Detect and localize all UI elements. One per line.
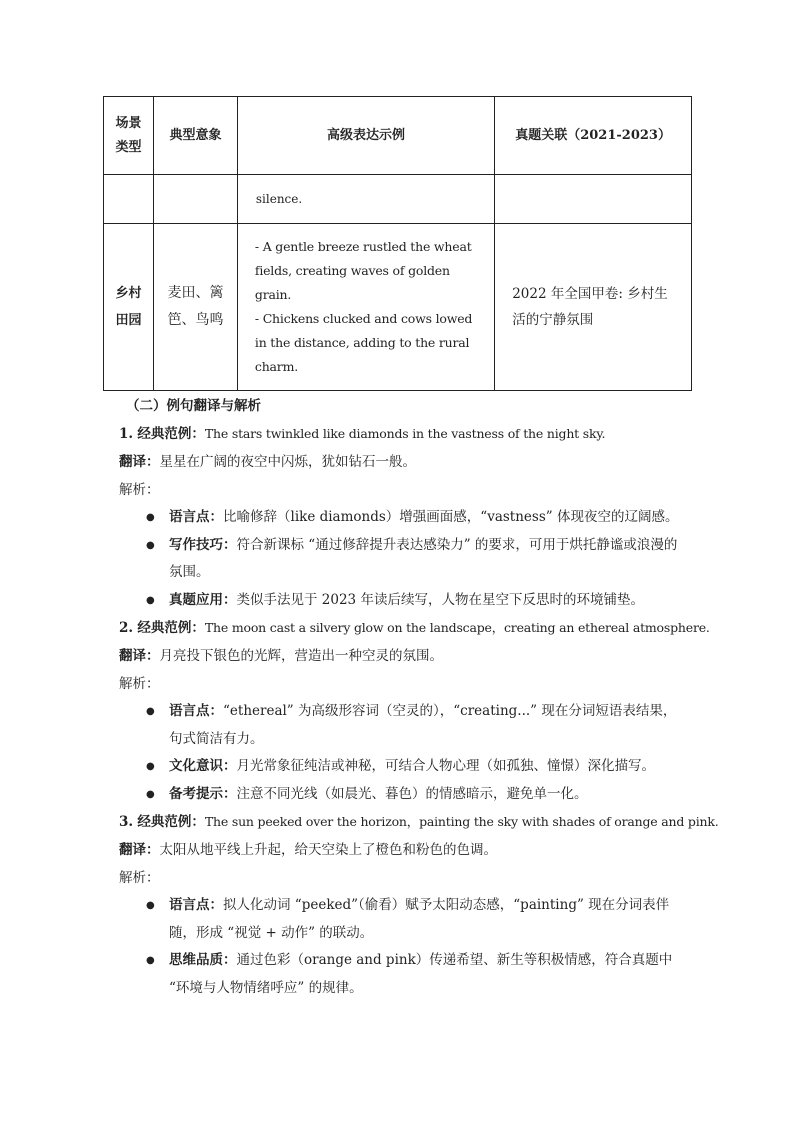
list-item: ● 语言点：拟人化动词 “peeked”（偷看）赋予太阳动态感，“painting” 现在分词表伴随，形成 “视觉 + 动作” 的联动。 xyxy=(119,892,689,947)
example-line xyxy=(119,614,710,642)
table-cell: silence. xyxy=(237,175,494,224)
example-number: 1. xyxy=(119,426,134,442)
translation-line xyxy=(119,448,689,476)
analysis-label: 解析： xyxy=(119,482,160,498)
translation-line xyxy=(119,836,689,864)
translation-line xyxy=(119,642,689,670)
bullet-icon: ● xyxy=(146,761,155,772)
bullet-icon: ● xyxy=(146,788,155,800)
header-advanced-expressions: 高级表达示例 xyxy=(237,97,494,175)
table-header-row xyxy=(104,97,692,175)
cell-expressions: - A gentle breeze rustled the wheat fields, creating waves of golden grain. - Chickens clucked and cows lowed in the distance, adding to the rural charm. xyxy=(237,224,494,391)
example-label: 经典范例： xyxy=(137,620,205,636)
translation-text: 月亮投下银色的光辉，营造出一种空灵的氛围。 xyxy=(159,648,443,664)
cell-typical-images: 麦田、篱 笆、鸟鸣 xyxy=(154,224,238,391)
list-item: ● 语言点：“ethereal” 为高级形容词（空灵的），“creating...” 现在分词短语表结果，句式简洁有力。 xyxy=(119,698,689,753)
analysis-list xyxy=(119,892,689,1002)
example-line xyxy=(119,420,689,448)
example-label: 经典范例： xyxy=(137,814,205,830)
example-sentence: The stars twinkled like diamonds in the vastness of the night sky. xyxy=(204,426,606,441)
table-cell xyxy=(154,175,238,224)
list-item: ● 真题应用：类似手法见于 2023 年读后续写，人物在星空下反思时的环境铺垫。 xyxy=(119,587,689,615)
cell-scene-type: 乡村 田园 xyxy=(104,224,154,391)
cell-exam-link: 2022 年全国甲卷: 乡村生 活的宁静氛围 xyxy=(495,224,692,391)
translation-label: 翻译： xyxy=(119,842,160,858)
analysis-label: 解析： xyxy=(119,870,160,886)
bullet-icon: ● xyxy=(146,512,155,523)
section-title: （二）例句翻译与解析 xyxy=(126,398,261,414)
bullet-icon: ● xyxy=(146,900,155,911)
example-sentence: The sun peeked over the horizon，painting the sky with shades of orange and pink. xyxy=(204,814,719,829)
scene-table xyxy=(103,96,692,391)
table-row xyxy=(104,175,692,224)
list-item: ● 写作技巧：符合新课标 “通过修辞提升表达感染力” 的要求，可用于烘托静谧或浪漫的氛围。 xyxy=(119,532,689,587)
bullet-icon: ● xyxy=(146,594,155,606)
list-item: ● 思维品质：通过色彩（orange and pink）传递希望、新生等积极情感，符合真题中 “环境与人物情绪呼应” 的规律。 xyxy=(119,947,689,1002)
list-item: ● 备考提示：注意不同光线（如晨光、暮色）的情感暗示，避免单一化。 xyxy=(119,781,689,809)
translation-text: 太阳从地平线上升起，给天空染上了橙色和粉色的色调。 xyxy=(159,842,497,858)
examples-section xyxy=(119,392,719,1002)
translation-label: 翻译： xyxy=(119,454,160,470)
list-item: ● 文化意识：月光常象征纯洁或神秘，可结合人物心理（如孤独、憧憬）深化描写。 xyxy=(119,753,689,781)
translation-text: 星星在广阔的夜空中闪烁，犹如钻石一般。 xyxy=(159,454,416,470)
example-sentence: The moon cast a silvery glow on the landscape，creating an ethereal atmosphere. xyxy=(204,620,710,635)
header-typical-images: 典型意象 xyxy=(154,97,238,175)
analysis-list xyxy=(119,698,689,808)
header-exam-links: 真题关联（2021-2023） xyxy=(495,97,692,175)
analysis-list xyxy=(119,504,689,614)
example-number: 2. xyxy=(119,620,134,636)
header-scene-type: 场景 类型 xyxy=(104,97,154,175)
table-row-rural xyxy=(104,224,692,391)
table-cell xyxy=(495,175,692,224)
example-number: 3. xyxy=(119,814,134,830)
example-line xyxy=(119,808,719,836)
list-item: ● 语言点：比喻修辞（like diamonds）增强画面感，“vastness” 体现夜空的辽阔感。 xyxy=(119,504,689,532)
table-cell xyxy=(104,175,154,224)
bullet-icon: ● xyxy=(146,539,155,551)
bullet-icon: ● xyxy=(146,955,155,966)
bullet-icon: ● xyxy=(146,706,155,717)
translation-label: 翻译： xyxy=(119,648,160,664)
analysis-label: 解析： xyxy=(119,676,160,692)
example-label: 经典范例： xyxy=(137,426,205,442)
